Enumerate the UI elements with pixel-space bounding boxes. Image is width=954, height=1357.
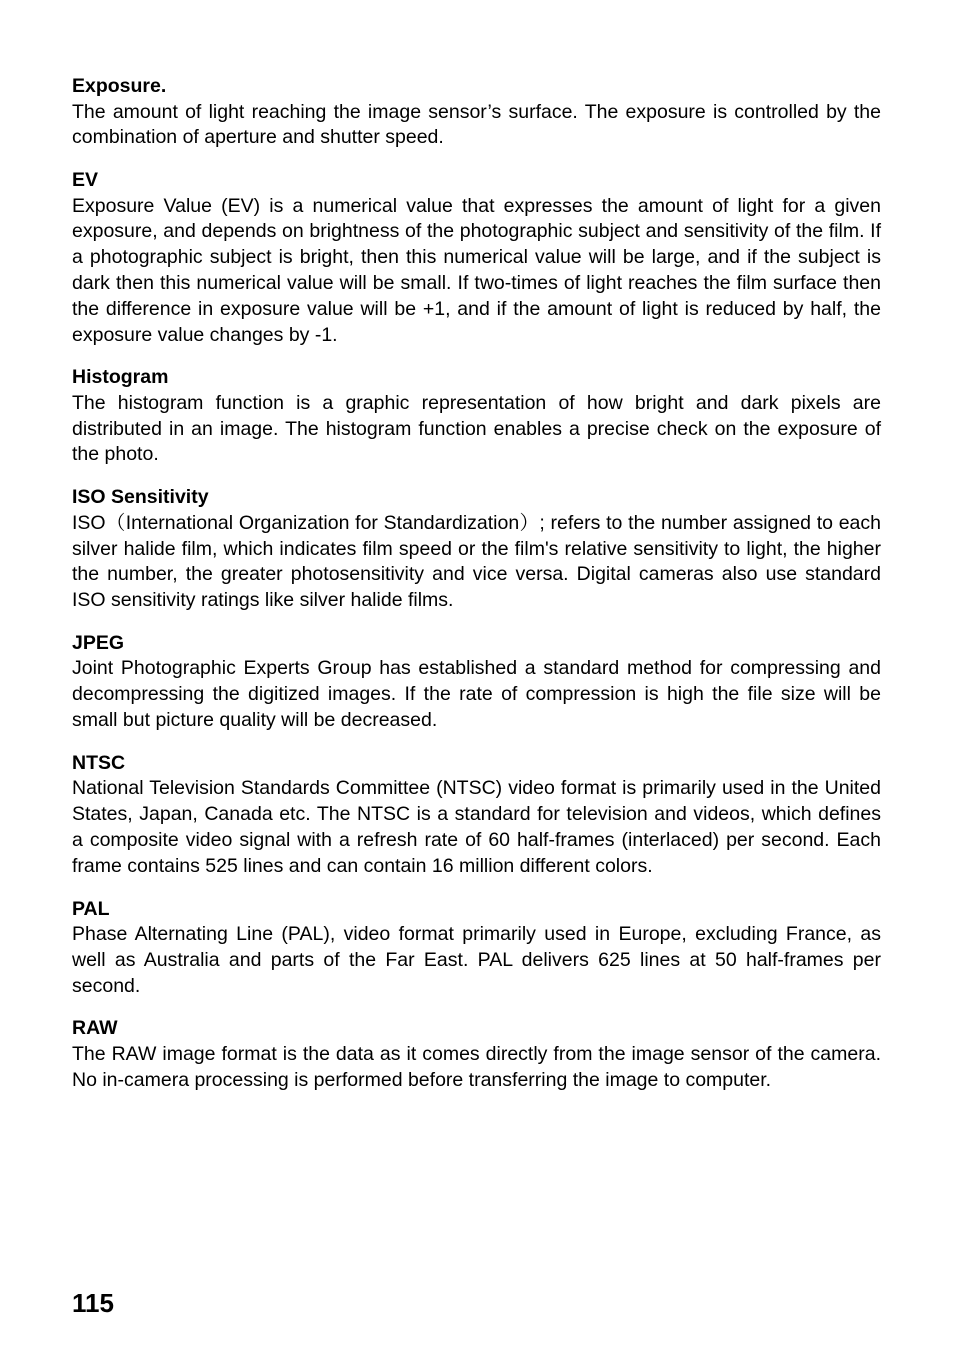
term-definition: National Television Standards Committee (NTSC) video format is primarily used in the United States, Japan, Canada etc. The NTSC is a standard for television and videos, which defines a composite video signal with a refresh rate of 60 half-frames (interlaced) per second. Each frame contains 525 lines and can contain 16 million different colors. — [72, 777, 881, 877]
term-heading: RAW — [72, 1017, 118, 1040]
term-heading: NTSC — [72, 751, 126, 774]
term-definition: Phase Alternating Line (PAL), video format primarily used in Europe, excluding France, as well as Australia and parts of the Far East. PAL delivers 625 lines at 50 half-frames per second. — [72, 923, 881, 997]
glossary-page — [72, 74, 881, 1111]
glossary-entry-pal — [72, 897, 881, 1000]
term-definition: The histogram function is a graphic representation of how bright and dark pixels are distributed in an image. The histogram function enables a precise check on the exposure of the photo. — [72, 391, 881, 466]
term-definition: ISO（International Organization for Standardization）; refers to the number assigned to each silver halide film, which indicates film speed or the film's relative sensitivity to light, the higher the number, the greater photosensitivity and vice versa. Digital cameras also use standard ISO sensitivity ratings like silver halide films. — [72, 511, 881, 612]
term-definition: The amount of light reaching the image sensor’s surface. The exposure is controlled by the combination of aperture and shutter speed. — [72, 100, 881, 149]
term-heading: JPEG — [72, 631, 125, 654]
term-definition: Joint Photographic Experts Group has established a standard method for compressing and decompressing the digitized images. If the rate of compression is high the file size will be small but picture quality will be decreased. — [72, 657, 881, 732]
glossary-entry-iso-sensitivity — [72, 485, 881, 614]
glossary-entry-jpeg — [72, 631, 881, 734]
glossary-entry-ev — [72, 168, 881, 348]
glossary-entry-raw — [72, 1016, 881, 1093]
term-heading: Exposure. — [72, 75, 167, 97]
term-heading: ISO Sensitivity — [72, 486, 209, 509]
term-heading: Histogram — [72, 366, 169, 389]
glossary-entry-ntsc — [72, 751, 881, 880]
term-heading: EV — [72, 169, 99, 192]
term-definition: Exposure Value (EV) is a numerical value that expresses the amount of light for a given exposure, and depends on brightness of the photographic subject and sensitivity of the film. If a photographic subject is bright, then this numerical value will be large, and if the subject is dark then this numerical value will be small. If two-times of light reaches the film surface then the difference in exposure value will be +1, and if the amount of light is reduced by half, the exposure value changes by -1. — [72, 194, 881, 346]
glossary-entry-exposure — [72, 74, 881, 151]
term-heading: PAL — [72, 897, 110, 920]
term-definition: The RAW image format is the data as it comes directly from the image sensor of the camera. No in-camera processing is performed before transferring the image to computer. — [72, 1042, 881, 1091]
glossary-entry-histogram — [72, 365, 881, 468]
page-number: 115 — [72, 1288, 114, 1318]
